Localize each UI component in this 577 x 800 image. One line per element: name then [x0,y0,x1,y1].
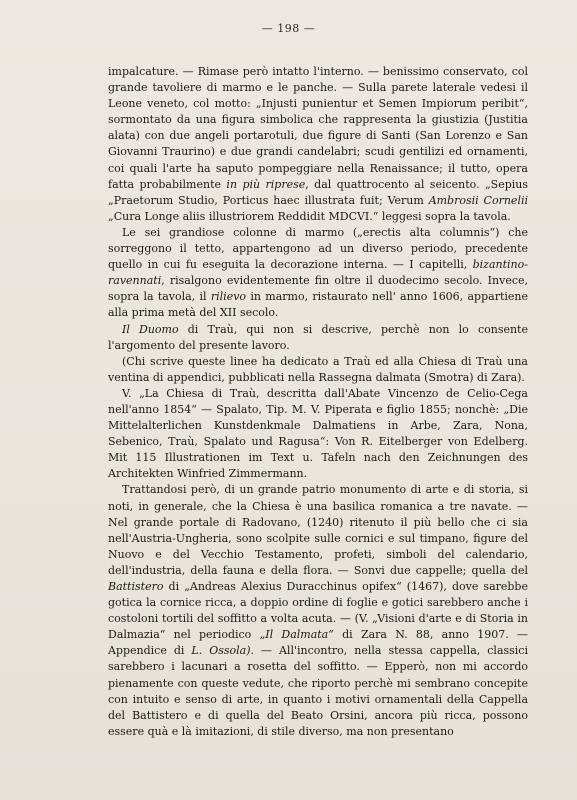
italic-text: „Il Dalmata“ [259,628,334,642]
text-run: , dal quattrocento al seicento. „Sepius „Praetorum Studio, Porticus haec illustrata fuit; Verum [108,177,529,207]
text-run: Trattandosi però, di un grande patrio monumento di arte e di storia, si noti, in generale, che la Chiesa è una basilica romanica a tre navate. — Nel grande portale di Radovano, (1240) ritenuto il più bello che ci sia nell'Austria-Ungheria, sono scolpite sulle cornici e sul timpano, figure del Nuovo e del Vecchio Testamento, profeti, simboli del calendario, dell'industria, della fauna e della flora. — Sonvi due cappelle; quella del [108,483,528,577]
paragraph [108,354,528,386]
text-run: di Zara N. 88, anno 1907. — Appendice di [108,628,528,658]
text-run: di „Andreas Alexius Duracchinus opifex“ (1467), dove sarebbe gotica la cornice ricca, a doppio ordine di foglie e gotici sarebbero anche i costoloni tortili del soffitto a volta acuta. — (V. „Visioni d'arte e di Storia in Dalmazia“ nel periodico [108,580,528,642]
italic-text: in più riprese [226,177,306,191]
text-run: Le sei grandiose colonne di marmo („erectis alta columnis“) che sorreggono il tetto, appartengono ad un diverso periodo, precedente quello in cui fu eseguita la decorazione interna. — I capitelli, [108,225,528,272]
paragraph [108,482,528,740]
text-run: impalcature. — Rimase però intatto l'interno. — benissimo conservato, col grande tavoliere di marmo e le panche. — Sulla parete laterale vedesi il Leone veneto, col motto: „Injusti punientur et Semen Impiorum peribit“, sormontato da una figura simbolica che rappresenta la giustizia (Justitia alata) con due angeli portarotuli, due figure di Santi (San Lorenzo e San Giovanni Traurino) e due grandi candelabri; scudi gentilizi ed ornamenti, coi quali l'arte ha saputo pompeggiare nella Renaissance; il tutto, opera fatta probabilmente [108,65,528,191]
text-run: „Cura Longe aliis illustriorem Reddidit MDCVI.“ leggesi sopra la tavola. [108,209,511,223]
italic-text: Battistero [108,580,164,593]
text-run: V. „La Chiesa di Traù, descritta dall'Abate Vincenzo de Celio-Cega nell'anno 1854“ — Spalato, Tip. M. V. Piperata e figlio 1855; nonchè: „Die Mittelalterlichen Kunstdenkmale Dalmatiens in Arbe, Zara, Nona, Sebenico, Traù, Spalato und Ragusa“: Von R. Eitelberger von Edelberg. Mit 115 Illustrationen im Text u. Tafeln nach den Zeichnungen des Architekten Winfried Zimmermann. [108,386,528,481]
italic-text: Ambrosii Cornelii [428,193,529,207]
body-text [108,64,528,740]
italic-text: bizantino-ravennati [108,258,528,288]
paragraph [108,64,528,225]
text-run: , risalgono evidentemente fin oltre il duodecimo secolo. Invece, sopra la tavola, il [108,274,528,304]
paragraph [108,225,528,322]
page-number: — 198 — [261,22,316,35]
paragraph [108,322,528,354]
text-run: (Chi scrive queste linee ha dedicato a Traù ed alla Chiesa di Traù una ventina di appendici, pubblicati nella Rassegna dalmata (Smotra) di Zara). [108,354,528,384]
text-run: di Traù, qui non si descrive, perchè non lo consente l'argomento del presente lavoro. [108,322,528,352]
italic-text: Il Duomo [122,322,179,336]
paragraph [108,386,528,483]
text-run: — All'incontro, nella stessa cappella, classici sarebbero i lacunari a rosetta del soffitto. — Epperò, non mi accordo pienamente con queste vedute, che riporto perchè mi sembrano concepite con intuito e senso di arte, in quanto i motivi ornamentali della Cappella del Battistero e di quella del Beato Orsini, ancora più ricca, possono essere quà e là imitazioni, di stile diverso, ma non presentano [108,644,528,738]
italic-text: rilievo [210,290,247,304]
italic-text: L. Ossola). [191,644,254,658]
text-run: in marmo, ristaurato nell' anno 1606, appartiene alla prima metà del XII secolo. [108,290,528,320]
